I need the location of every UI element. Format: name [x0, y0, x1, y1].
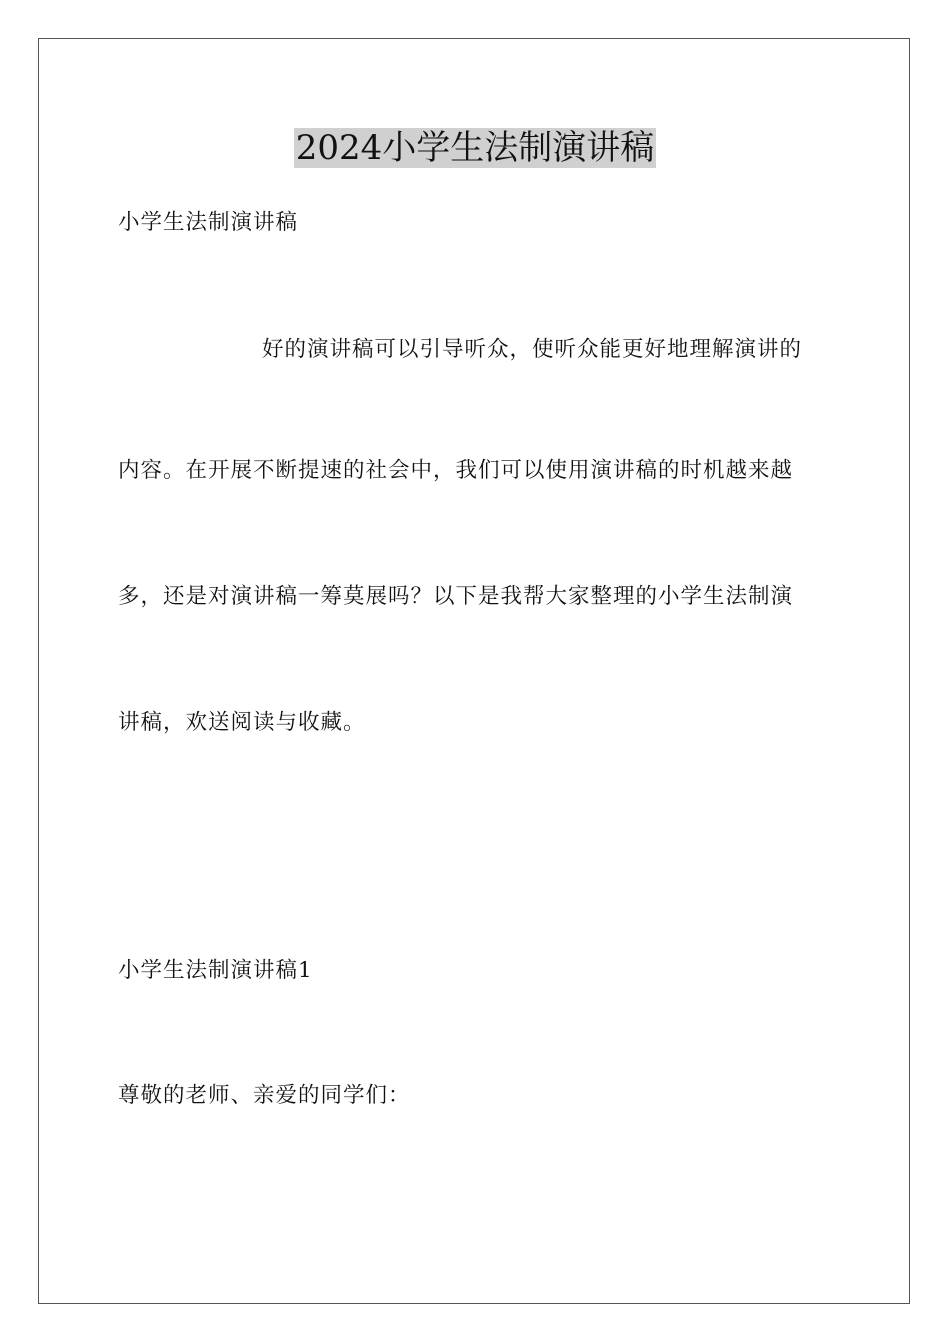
section-heading: 小学生法制演讲稿1 — [118, 958, 313, 983]
document-title — [0, 126, 950, 170]
document-title-text: 2024小学生法制演讲稿 — [295, 128, 655, 168]
document-subtitle: 小学生法制演讲稿 — [118, 210, 299, 235]
intro-line-1: 好的演讲稿可以引导听众，使听众能更好地理解演讲的 — [262, 337, 803, 362]
intro-line-4: 讲稿，欢送阅读与收藏。 — [118, 710, 366, 735]
intro-line-3: 多，还是对演讲稿一筹莫展吗？以下是我帮大家整理的小学生法制演 — [118, 584, 794, 609]
intro-line-2: 内容。在开展不断提速的社会中，我们可以使用演讲稿的时机越来越 — [118, 458, 794, 483]
salutation: 尊敬的老师、亲爱的同学们： — [118, 1083, 411, 1108]
